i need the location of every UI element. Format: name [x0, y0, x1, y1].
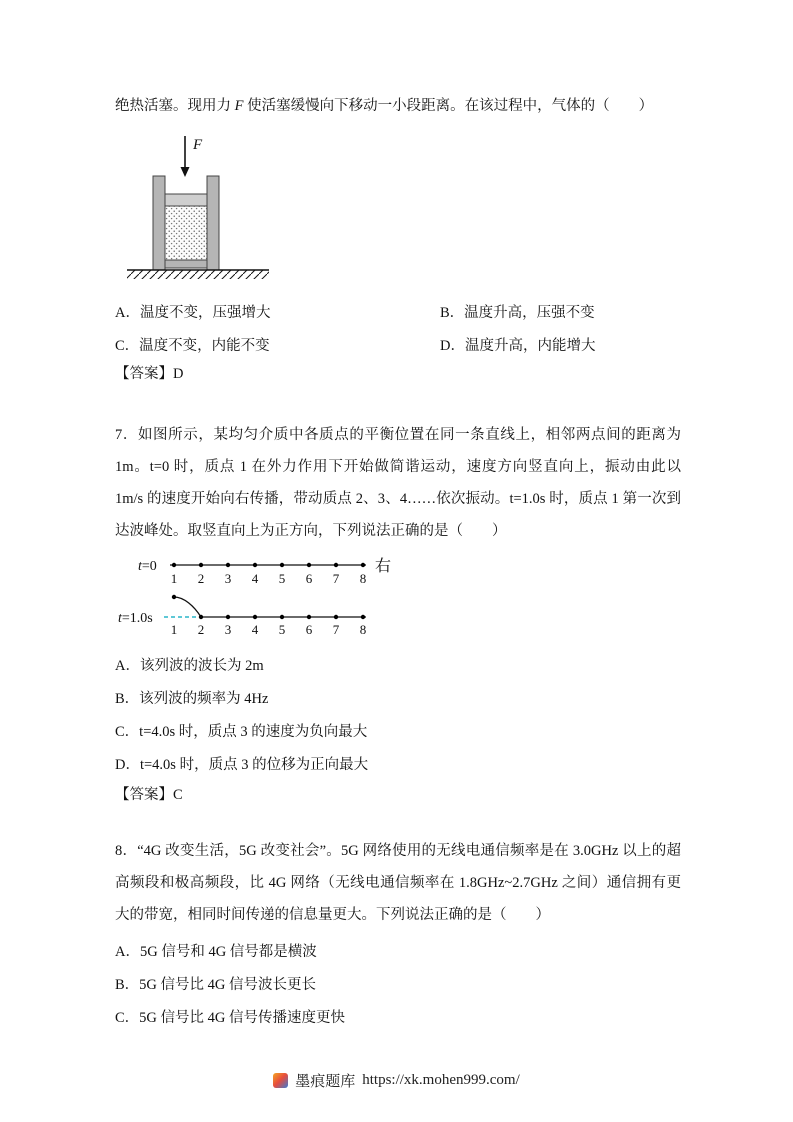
point-number: 5: [278, 622, 286, 637]
point-dot: [253, 615, 257, 619]
answer-value: D: [173, 366, 184, 382]
q6-force-symbol: F: [234, 98, 244, 114]
point-dot: [307, 615, 311, 619]
point-number: 3: [224, 571, 232, 586]
wave-crest-curve: [174, 597, 201, 617]
piston: [165, 194, 207, 206]
question-7-stem: 7．如图所示，某均匀介质中各质点的平衡位置在同一条直线上，相邻两点间的距离为 1m。t=0 时，质点 1 在外力作用下开始做简谐运动，速度方向竖直向上，振动由此以 1m/s 的速度开始向右传播，带动质点 2、3、4……依次振动。t=1.0s 时，质点 1 第一次到达波峰处。取竖直向上为正方向，下列说法正确的是（ ）: [115, 427, 681, 539]
q6-option-a: A．温度不变，压强增大: [115, 305, 271, 321]
answer-label: 【答案】: [115, 787, 173, 803]
cylinder-right-wall: [207, 176, 219, 270]
q6-option-c: C．温度不变，内能不变: [115, 338, 270, 354]
point-number: 8: [359, 622, 367, 637]
point-dot: [199, 563, 203, 567]
question-7-options: [115, 650, 681, 782]
q7-option-d: D．t=4.0s 时，质点 3 的位移为正向最大: [115, 757, 369, 773]
piston-cylinder-figure: [123, 130, 273, 285]
q7-option-c: C．t=4.0s 时，质点 3 的速度为负向最大: [115, 724, 368, 740]
question-7-answer: [115, 784, 681, 806]
point-dot: [226, 615, 230, 619]
q8-option-a: A．5G 信号和 4G 信号都是横波: [115, 944, 317, 960]
question-6-stem: [115, 95, 681, 117]
q8-option-b: B．5G 信号比 4G 信号波长更长: [115, 977, 316, 993]
point-number: 6: [305, 571, 313, 586]
page-footer: [0, 1070, 793, 1091]
point-dot: [334, 563, 338, 567]
force-arrow-head: [181, 167, 190, 177]
point-number: 1: [170, 622, 178, 637]
point-dot: [280, 563, 284, 567]
q6-stem-pre: 绝热活塞。现用力: [115, 98, 235, 114]
point-dot: [334, 615, 338, 619]
site-name: 墨痕题库: [295, 1074, 356, 1090]
point-dot: [280, 615, 284, 619]
answer-label: 【答案】: [115, 366, 173, 382]
point-number: 7: [332, 622, 340, 637]
question-8-options: [115, 936, 681, 1035]
direction-label: 右: [375, 558, 392, 575]
point-dot: [226, 563, 230, 567]
point-number: 2: [197, 622, 205, 637]
point-dot: [361, 615, 365, 619]
point-dot: [361, 563, 365, 567]
cylinder-left-wall: [153, 176, 165, 270]
cylinder-bottom: [165, 260, 207, 268]
answer-value: C: [173, 787, 183, 803]
q6-option-b: B．温度升高，压强不变: [440, 305, 595, 321]
wave-crest-dot: [172, 595, 176, 599]
q8-option-c: C．5G 信号比 4G 信号传播速度更快: [115, 1010, 345, 1026]
wave-figure-svg: [118, 549, 418, 645]
piston-figure-svg: [123, 130, 273, 280]
point-number: 8: [359, 571, 367, 586]
q7-option-a: A．该列波的波长为 2m: [115, 658, 264, 674]
gas-region: [165, 206, 207, 260]
point-number: 5: [278, 571, 286, 586]
point-number: 7: [332, 571, 340, 586]
q7-option-b: B．该列波的频率为 4Hz: [115, 691, 269, 707]
question-6-options: [115, 297, 681, 363]
row1-time-label: t=0: [138, 559, 157, 574]
point-number: 2: [197, 571, 205, 586]
question-6-answer: [115, 363, 681, 385]
wave-points-figure: [118, 549, 418, 650]
point-dot: [199, 615, 203, 619]
ground-hatch: [127, 270, 269, 279]
site-url-link[interactable]: https://xk.mohen999.com/: [362, 1072, 520, 1088]
q6-option-d: D．温度升高，内能增大: [440, 338, 596, 354]
q6-stem-post: 使活塞缓慢向下移动一小段距离。在该过程中，气体的（ ）: [243, 98, 654, 114]
point-dot: [172, 563, 176, 567]
row2-time-label: t=1.0s: [118, 611, 153, 626]
point-number: 1: [170, 571, 178, 586]
point-dot: [307, 563, 311, 567]
point-number: 4: [251, 571, 259, 586]
point-number: 4: [251, 622, 259, 637]
question-8-stem: 8．“4G 改变生活，5G 改变社会”。5G 网络使用的无线电通信频率是在 3.0GHz 以上的超高频段和极高频段，比 4G 网络（无线电通信频率在 1.8GHz~2.7GHz 之间）通信拥有更大的带宽，相同时间传递的信息量更大。下列说法正确的是（ ）: [115, 843, 681, 923]
point-number: 6: [305, 622, 313, 637]
force-label: F: [193, 137, 203, 153]
site-logo-icon: [273, 1073, 288, 1088]
point-dot: [253, 563, 257, 567]
point-number: 3: [224, 622, 232, 637]
